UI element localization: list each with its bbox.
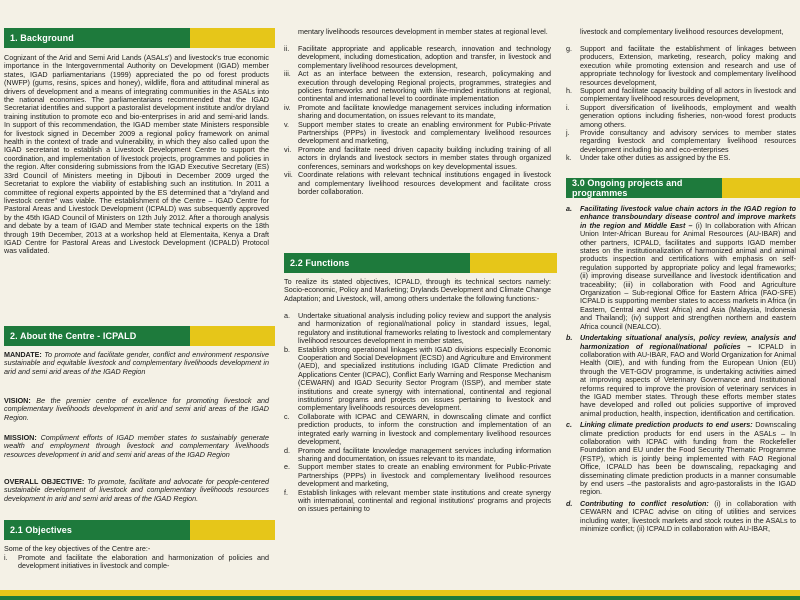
list-text: Undertake situational analysis including policy review and support the analysis and harmonization of regional/national policy in standard issues, legal, regulatory and institutional frameworks relating to livestock and complementary livelihood resources development in member states, [298,311,551,346]
objectives-continued: mentary livelihoods resources development in member states at regional level. [298,27,548,36]
list-marker: a. [566,204,572,213]
list-marker: v. [284,119,290,129]
list-item [284,413,551,447]
list-item [566,205,796,331]
vision-text: Be the premier centre of excellence for promoting livestock and complementary livelihoods development in arid and semi arid areas of the IGAD Region. [4,396,270,422]
objectives-list [284,45,551,196]
list-marker: i. [4,553,8,562]
functions-list [284,312,551,514]
list-text: Promote and facilitate need driven capacity building including training of all actors in drylands and livestock sectors in member states through organized conferences, seminars and workshops on key developmental issues. [298,144,551,171]
list-text [580,421,796,497]
list-item [284,121,551,146]
mission-label: MISSION: [4,433,37,442]
list-item [284,45,551,70]
list-text: Promote and facilitate knowledge management services including information sharing and documentation, on issues relevant to its mandate, [298,102,551,121]
list-marker: c. [284,411,290,421]
list-marker: iv. [284,102,291,112]
list-marker: d. [566,498,573,508]
list-text: Establish linkages with relevant member state institutions and create synergy with international, continental and regional institutions' programs and projects on issues pertaining to [298,487,551,514]
mandate-label: MANDATE: [4,350,42,359]
list-marker: iii. [284,69,291,79]
list-item [284,346,551,413]
list-text: Support and facilitate the establishment of linkages between producers, Extension, marketing, research, policy making and execution while promoting extension and research and use of appropriate technology for livestock and complementary livelihood resources development, [580,44,796,87]
vision-paragraph [4,397,269,422]
list-item [566,334,796,418]
overall-objective-text: To promote, facilitate and advocate for people-centered sustainable development of livestock and complementary livelihoods resources development in arid and semi arid areas of the IGAD Region. [4,477,269,503]
list-text: Collaborate with ICPAC and CEWARN, in downscaling climate and conflict prediction products, to inform the construction and implementation of an integrated early warning in livestock and complementary livelihood resources development, [298,411,551,447]
list-marker: vi. [284,144,292,154]
list-item [284,312,551,346]
project-body: ICPALD in collaboration with AU-IBAR, FAO and World Organization for Animal Health (OIE), and with funding from the European Union (EU) through the VET-GOV programme, is undertaking activities aimed at improving aspects of Veterinary Governance and Institutional reforms required to improve the provision of veterinary services in the IGAD member states. Through these efforts member states have developed and rolled out policies supportive of improved animal production, health, inspection, identification and certification. [580,341,797,418]
project-title: Undertaking situational analysis, policy review, analysis and harmonization of regional/national policies – [580,333,796,351]
list-text: Act as an interface between the extension, research, policymaking and execution through developing Regional projects, programmes, strategies and policies frameworks and networking with like-minded institutions at regional, continental and international level to coordinate implementation [298,69,551,104]
list-marker: b. [566,333,573,343]
list-marker: a. [284,311,290,320]
mandate-text: To promote and facilitate gender, conflict and environment responsive sustainable and equitable livestock and complementary livelihoods development in arid and semi arid areas of the IGAD Region [4,350,269,376]
section-title: 2. About the Centre - ICPALD [10,331,137,341]
list-marker: g. [566,44,572,53]
list-text: Support member states to create an enabling environment for Public-Private Partnerships (PPPs) in livestock and complementary livelihood resources development and marketing, [298,462,551,489]
section-title: 2.2 Functions [290,258,350,268]
list-text: Under take other duties as assigned by the ES. [580,153,731,163]
mission-paragraph [4,434,269,459]
functions-continued: livestock and complementary livelihood resources development, [580,27,784,36]
list-text: Support member states to create an enabling environment for Public-Private Partnerships (PPPs) in livestock and complementary livelihood resources development and marketing, [298,119,551,146]
list-item [284,463,551,488]
list-item [566,104,796,129]
overall-objective-label: OVERALL OBJECTIVE: [4,477,85,486]
section-header-functions [284,253,557,273]
project-body: Downscaling climate prediction products for end users in the ASALs – In collaboration with ICPAC with funding from the Rockefeller Foundation and EU under the Food Security Thematic Programme (FSTP), which is jointly being implemented with FAO Regional Office, ICPALD has been be downscaling, repackaging and disseminating climate prediction products in a manner consumable by end users –the pastoralists and agro-pastoralists in the IGAD region. [580,420,796,497]
background-paragraph: Cognizant of the Arid and Semi Arid Lands (ASALs') and livestock's true economic importance in the Intergovernmental Authority on Development (IGAD) member states, IGAD parliamentarians (1999) appreciated the po od forest products (NWFP) (gums, resins, spices and honey), wildlife, flora and attitudinal mineral as drivers of development and a means of integrating communities in the ASALs into the national economies. The parliamentarians recommended that the IGAD Secretariat identifies and support a pastoralist development institute and/or dryland training institution to promote eco and bio-enterprises in arid and semi-arid lands. In support of this recommendation, the IGAD member state Ministers responsible for livestock signed in December 2009 a regional policy framework on animal health in the context of trade and vulnerability, in which they also called upon the IGAD secretariat to establish a Livestock Development Centre to support the coordination, and implementation of livestock projects, programmes and policies in the region. After considering submissions from the IGAD Executive Secretary (ES) 33rd Council of Ministers meeting in Djibouti in December 2009 urged the Secretariat to explore the viability of establishing such an institution. In 2011 a committee of regional experts appointed by the ES determined that a "dryland and livestock centre" was viable. The establishment of the Centre – IGAD Centre for Pastoral Areas and Livestock Development (ICPALD) was subsequently approved by the 45th IGAD Council of Ministers on 12th July 2012. After a thorough analysis and debate by a team of IGAD and Member state technical experts on the 18th through 19th December, 2013 at a workshop held at Elementaita, Kenya a Draft IGAD Centre for Pastoral Areas and Livestock Development (ICPALD) Protocol was validated. [4,53,269,256]
vision-label: VISION: [4,396,31,405]
list-marker: e. [284,462,290,472]
list-item [284,146,551,171]
list-item [566,129,796,154]
list-text [580,500,796,534]
list-text: Promote and facilitate knowledge management services including information sharing and documentation, on issues relevant to its mandate, [298,445,551,463]
list-item [284,171,551,196]
list-marker: ii. [284,44,290,53]
objectives-intro: Some of the key objectives of the Centre are:- [4,544,151,553]
section-title: 3.0 Ongoing projects and programmes [572,178,683,198]
section-title: 1. Background [10,33,74,43]
overall-objective-paragraph [4,478,269,503]
projects-list [566,205,796,536]
list-item [566,154,796,162]
list-text: Facilitate appropriate and applicable research, innovation and technology development, including domestication, adoption and transfer, in livestock and complementary livelihood resources development, [298,44,551,70]
project-title: Facilitating livestock value chain actors in the IGAD region to enhance transboundary disease control and improve markets in the region and Middle East – [580,204,796,230]
project-body: (i) In collaboration with African Union Inter-African Bureau for Animal Resources (AU-IBAR) and other partners, ICPALD, facilitates and supports IGAD member states on the institutionalization of harmonized animal and animal products inspection and certifications with emphasis on self-regulation supported by appropriate policy and legal frameworks; (ii) improving disease surveillance and livestock identification and traceability; (iii) in collaboration with Food and Agriculture Organization – Sub-regional Office for Eastern Africa (FAO-SFE) ICPALD is supporting member states to access markets in Africa (in Eastern, Central and West Africa) and Asia (Malaysia, Indonesia and Thailand); (iv) support and strengthen northern and eastern Africa council (NEALCO). [580,220,796,331]
list-item [284,489,551,514]
project-title: Linking climate prediction products to end users: [580,420,753,430]
list-text: Support and facilitate capacity building of all actors in livestock and complementary livelihood resources development, [580,86,796,104]
mission-text: Compliment efforts of IGAD member states to sustainably generate wealth and employment through livestock and complementary livelihoods resources development in arid and semi arid areas of the IGAD Region [4,433,269,459]
list-text [580,334,796,418]
list-text [580,205,796,331]
list-item [566,87,796,104]
list-text: Promote and facilitate the elaboration and harmonization of policies and development initiatives in livestock and comple- [18,553,269,571]
section-header-about [4,326,275,346]
list-item [284,447,551,464]
list-item [566,421,796,497]
objectives-list-start [4,554,269,571]
list-text: Provide consultancy and advisory services to member states regarding livestock and complementary livelihood resources development including bio and eco-enterprises [580,128,796,154]
section-header-objectives [4,520,275,540]
project-body: (i) in collaboration with CEWARN and ICPAC advise on citing of utilities and services including water, livestock markets and stock routes in the ASALs to minimize conflict; (ii) ICPALD in collaboration with AU-IBAR, [580,498,797,534]
list-marker: d. [284,445,290,455]
list-text: Establish strong operational linkages with IGAD divisions especially Economic Cooperation and Social Development (ECSD) and Agriculture and Environment (AED), and specialized institutions including IGAD Climate Prediction and Applications Center (ICPAC), Conflict Early Warning and Response Mechanism (CEWARN) and IGAD Security Sector Program (ISSP), and member state institutions and create synergy with international, continental and regional institutions' programs and projects on issues pertaining to livestock and complementary livelihoods resources development. [298,344,551,413]
footer-stripe-green [0,596,800,600]
functions-list-continued [566,45,796,163]
list-marker: f. [284,487,288,497]
project-title: Contributing to conflict resolution: [580,498,709,508]
list-marker: b. [284,344,290,354]
list-marker: h. [566,86,572,96]
list-marker: c. [566,420,572,430]
mandate-paragraph [4,351,269,376]
list-item [4,554,269,571]
section-header-projects [566,178,800,198]
section-header-background [4,28,275,48]
list-marker: j. [566,128,570,138]
list-marker: i. [566,102,570,112]
list-text: Support diversification of livelihoods, employment and wealth generation options including fisheries, non-wood forest products among others. [580,102,796,129]
functions-intro: To realize its stated objectives, ICPALD, through its technical sectors namely: Socio-economic, Policy and Marketing; Drylands Development and Climate Change Adaptation; and Livestock, will, among others undertake the following functions:- [284,277,551,303]
list-item [284,104,551,121]
list-marker: k. [566,153,572,163]
section-title: 2.1 Objectives [10,525,72,535]
list-item [284,70,551,104]
list-text: Coordinate relations with relevant technical institutions engaged in livestock and complementary livelihood resources development and facilitate cross border collaboration. [298,170,551,196]
list-marker: vii. [284,170,293,180]
list-item [566,45,796,87]
list-item [566,500,796,534]
